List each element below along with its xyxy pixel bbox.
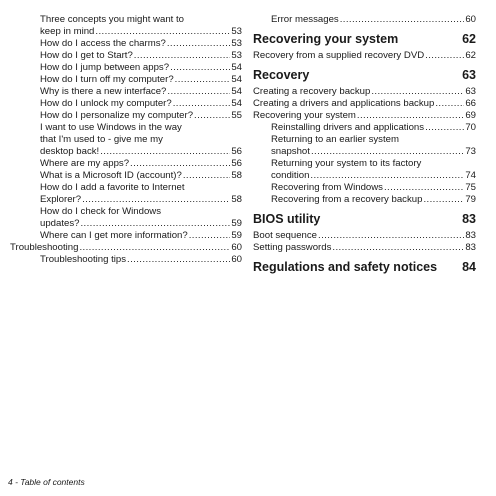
toc-entry[interactable] bbox=[10, 50, 242, 62]
toc-entry-title: Where can I get more information? bbox=[40, 230, 188, 241]
toc-entry-title: updates? bbox=[40, 218, 80, 229]
toc-entry-row bbox=[10, 98, 242, 110]
toc-page-number: 59 bbox=[231, 218, 242, 229]
toc-entry-line: How do I check for Windows bbox=[40, 206, 162, 217]
toc-entry-row bbox=[253, 182, 476, 194]
toc-entry-title: Recovery from a supplied recovery DVD bbox=[253, 50, 425, 61]
toc-entry-title: How do I unlock my computer? bbox=[40, 98, 172, 109]
section-page-number: 83 bbox=[462, 212, 476, 226]
dot-leader bbox=[357, 110, 464, 122]
toc-page-number: 54 bbox=[231, 62, 242, 73]
toc-left-column bbox=[10, 14, 242, 266]
toc-entry-title: keep in mind bbox=[40, 26, 95, 37]
toc-page-number: 75 bbox=[465, 182, 476, 193]
dot-leader bbox=[318, 230, 464, 242]
toc-entry-line: How do I add a favorite to Internet bbox=[40, 182, 185, 193]
section-page-number: 63 bbox=[462, 68, 476, 82]
dot-leader bbox=[79, 242, 230, 254]
toc-entry-row bbox=[10, 158, 242, 170]
toc-entry-row bbox=[10, 194, 242, 206]
toc-entry-title: Reinstalling drivers and applications bbox=[271, 122, 425, 133]
toc-entry[interactable] bbox=[10, 14, 242, 38]
dot-leader bbox=[425, 122, 464, 134]
toc-entry[interactable] bbox=[10, 62, 242, 74]
dot-leader bbox=[194, 110, 230, 122]
toc-entry-row bbox=[253, 50, 476, 62]
dot-leader bbox=[189, 230, 231, 242]
toc-entry-title: Why is there a new interface? bbox=[40, 86, 167, 97]
dot-leader bbox=[167, 86, 230, 98]
toc-entry[interactable] bbox=[10, 182, 242, 206]
dot-leader bbox=[173, 98, 231, 110]
dot-leader bbox=[167, 38, 230, 50]
toc-page-number: 62 bbox=[465, 50, 476, 61]
toc-entry-line: Three concepts you might want to bbox=[40, 14, 184, 25]
toc-entry-title: Recovering from Windows bbox=[271, 182, 383, 193]
toc-entry-row bbox=[10, 170, 242, 182]
toc-entry-row bbox=[10, 146, 242, 158]
section-title: Regulations and safety notices bbox=[253, 260, 438, 274]
toc-entry-row bbox=[253, 98, 476, 110]
toc-page-number: 53 bbox=[231, 26, 242, 37]
toc-page-number: 54 bbox=[231, 98, 242, 109]
toc-section-heading[interactable] bbox=[253, 260, 476, 275]
toc-entry-row bbox=[10, 230, 242, 242]
toc-entry[interactable] bbox=[10, 98, 242, 110]
toc-entry-title: How do I get to Start? bbox=[40, 50, 133, 61]
toc-entry[interactable] bbox=[253, 50, 476, 62]
section-page-number: 62 bbox=[462, 32, 476, 46]
toc-entry[interactable] bbox=[253, 182, 476, 194]
toc-entry-line: Returning to an earlier system bbox=[271, 134, 399, 145]
toc-page-number: 66 bbox=[465, 98, 476, 109]
toc-entry[interactable] bbox=[10, 74, 242, 86]
dot-leader bbox=[311, 146, 464, 158]
toc-page-number: 56 bbox=[231, 158, 242, 169]
toc-entry-row bbox=[10, 74, 242, 86]
toc-entry-row bbox=[253, 14, 476, 26]
dot-leader bbox=[95, 26, 230, 38]
section-title: Recovering your system bbox=[253, 32, 399, 46]
toc-entry-row bbox=[253, 242, 476, 254]
toc-entry-title: How do I personalize my computer? bbox=[40, 110, 194, 121]
toc-page-number: 60 bbox=[231, 254, 242, 265]
toc-entry[interactable] bbox=[253, 194, 476, 206]
toc-entry-row bbox=[253, 110, 476, 122]
toc-page-number: 70 bbox=[465, 122, 476, 133]
toc-entry-title: Where are my apps? bbox=[40, 158, 130, 169]
toc-entry-title: How do I jump between apps? bbox=[40, 62, 170, 73]
toc-entry-title: Creating a drivers and applications backup bbox=[253, 98, 435, 109]
toc-page-number: 63 bbox=[465, 86, 476, 97]
toc-entry-row bbox=[10, 86, 242, 98]
toc-entry-title: desktop back! bbox=[40, 146, 100, 157]
toc-section-heading[interactable] bbox=[253, 32, 476, 47]
toc-entry-title: Recovering from a recovery backup bbox=[271, 194, 423, 205]
dot-leader bbox=[310, 170, 464, 182]
toc-entry-title: Troubleshooting tips bbox=[40, 254, 127, 265]
toc-page-number: 54 bbox=[231, 74, 242, 85]
toc-entry[interactable] bbox=[10, 242, 242, 254]
toc-entry[interactable] bbox=[253, 134, 476, 158]
dot-leader bbox=[384, 182, 464, 194]
toc-entry[interactable] bbox=[10, 110, 242, 122]
toc-right-column bbox=[253, 14, 476, 278]
toc-entry[interactable] bbox=[253, 86, 476, 98]
toc-entry[interactable] bbox=[253, 242, 476, 254]
toc-entry-title: Error messages bbox=[271, 14, 339, 25]
toc-entry-row bbox=[10, 242, 242, 254]
section-title: BIOS utility bbox=[253, 212, 321, 226]
dot-leader bbox=[100, 146, 230, 158]
dot-leader bbox=[340, 14, 465, 26]
toc-entry-row bbox=[10, 62, 242, 74]
toc-section-heading[interactable] bbox=[253, 212, 476, 227]
toc-entry-title: Boot sequence bbox=[253, 230, 318, 241]
toc-entry-title: How do I access the charms? bbox=[40, 38, 166, 49]
toc-entry-row bbox=[253, 146, 476, 158]
dot-leader bbox=[175, 74, 231, 86]
toc-entry[interactable] bbox=[253, 230, 476, 242]
toc-entry-row bbox=[10, 254, 242, 266]
toc-page-number: 74 bbox=[465, 170, 476, 181]
toc-entry[interactable] bbox=[253, 110, 476, 122]
toc-entry-title: Troubleshooting bbox=[10, 242, 79, 253]
toc-page-number: 53 bbox=[231, 50, 242, 61]
toc-entry[interactable] bbox=[10, 170, 242, 182]
dot-leader bbox=[423, 194, 464, 206]
toc-entry-title: Creating a recovery backup bbox=[253, 86, 371, 97]
toc-page-number: 58 bbox=[231, 194, 242, 205]
dot-leader bbox=[82, 194, 230, 206]
toc-page-number: 54 bbox=[231, 86, 242, 97]
dot-leader bbox=[332, 242, 464, 254]
toc-page-number: 83 bbox=[465, 242, 476, 253]
toc-page-number: 58 bbox=[231, 170, 242, 181]
toc-entry-row bbox=[10, 218, 242, 230]
toc-entry-row bbox=[253, 194, 476, 206]
toc-entry[interactable] bbox=[253, 122, 476, 134]
toc-entry-title: condition bbox=[271, 170, 310, 181]
toc-entry-row bbox=[10, 38, 242, 50]
toc-entry-line: I want to use Windows in the way bbox=[40, 122, 182, 133]
toc-page-number: 53 bbox=[231, 38, 242, 49]
toc-entry-title: Setting passwords bbox=[253, 242, 332, 253]
toc-page-number: 79 bbox=[465, 194, 476, 205]
toc-entry-row bbox=[253, 170, 476, 182]
toc-entry-row bbox=[10, 26, 242, 38]
toc-page-number: 56 bbox=[231, 146, 242, 157]
dot-leader bbox=[130, 158, 230, 170]
toc-entry[interactable] bbox=[10, 38, 242, 50]
dot-leader bbox=[127, 254, 230, 266]
dot-leader bbox=[183, 170, 231, 182]
toc-entry-title: How do I turn off my computer? bbox=[40, 74, 174, 85]
toc-entry-line: Returning your system to its factory bbox=[271, 158, 422, 169]
toc-entry[interactable] bbox=[10, 230, 242, 242]
toc-page-number: 60 bbox=[465, 14, 476, 25]
toc-entry-title: What is a Microsoft ID (account)? bbox=[40, 170, 182, 181]
toc-entry-row bbox=[10, 50, 242, 62]
toc-entry-row bbox=[253, 122, 476, 134]
section-title: Recovery bbox=[253, 68, 310, 82]
toc-entry[interactable] bbox=[10, 206, 242, 230]
page-footer: 4 - Table of contents bbox=[8, 477, 85, 487]
toc-entry-row bbox=[253, 86, 476, 98]
toc-page-number: 73 bbox=[465, 146, 476, 157]
toc-entry[interactable] bbox=[10, 122, 242, 158]
toc-entry[interactable] bbox=[253, 158, 476, 182]
toc-page-number: 60 bbox=[231, 242, 242, 253]
dot-leader bbox=[134, 50, 231, 62]
toc-entry[interactable] bbox=[253, 14, 476, 26]
toc-entry[interactable] bbox=[10, 86, 242, 98]
toc-page-number: 83 bbox=[465, 230, 476, 241]
dot-leader bbox=[170, 62, 230, 74]
toc-page-number: 55 bbox=[231, 110, 242, 121]
dot-leader bbox=[371, 86, 464, 98]
dot-leader bbox=[435, 98, 464, 110]
toc-entry-row bbox=[10, 110, 242, 122]
toc-section-heading[interactable] bbox=[253, 68, 476, 83]
toc-page-number: 69 bbox=[465, 110, 476, 121]
toc-entry[interactable] bbox=[253, 98, 476, 110]
toc-page-number: 59 bbox=[231, 230, 242, 241]
toc-entry[interactable] bbox=[10, 254, 242, 266]
toc-entry-title: snapshot bbox=[271, 146, 310, 157]
toc-entry-row bbox=[253, 230, 476, 242]
section-page-number: 84 bbox=[462, 260, 476, 274]
dot-leader bbox=[80, 218, 230, 230]
toc-entry-title: Recovering your system bbox=[253, 110, 356, 121]
dot-leader bbox=[425, 50, 464, 62]
toc-entry-title: Explorer? bbox=[40, 194, 82, 205]
toc-entry-line: that I'm used to - give me my bbox=[40, 134, 163, 145]
toc-entry[interactable] bbox=[10, 158, 242, 170]
